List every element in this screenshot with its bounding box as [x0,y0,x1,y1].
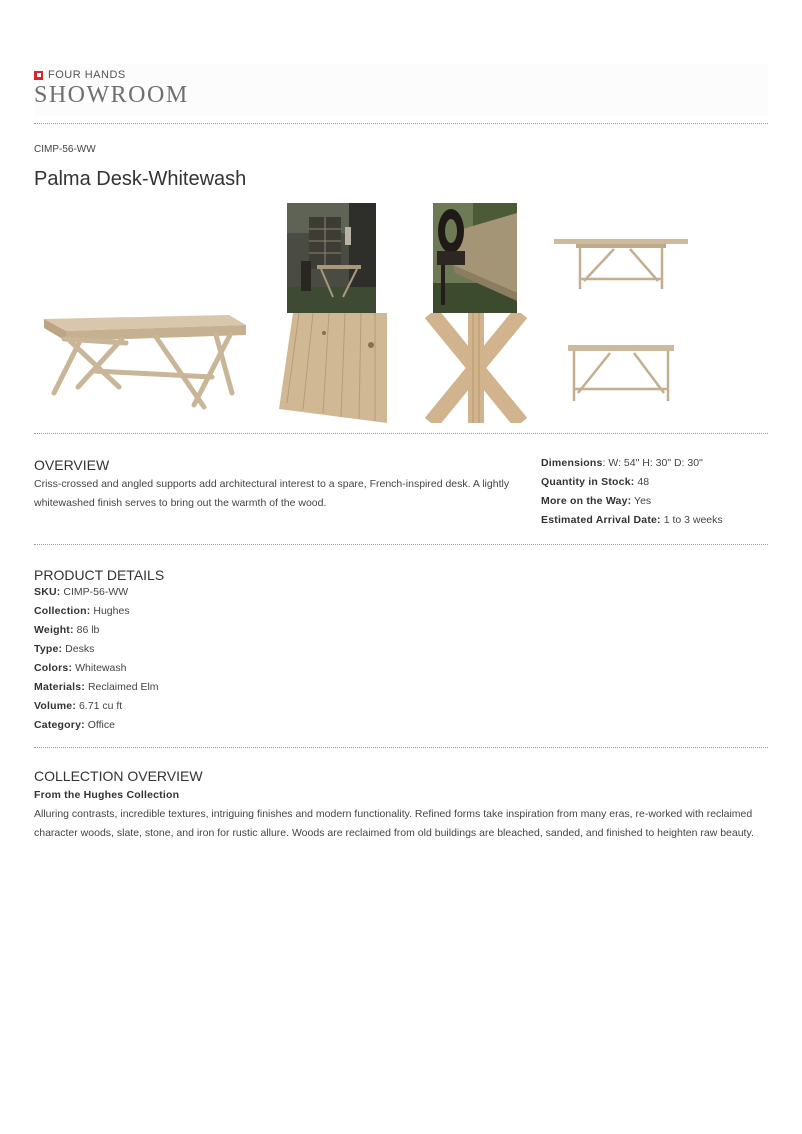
detail-label: Category: [34,719,85,731]
detail-value: CIMP-56-WW [63,586,129,598]
desk-leg-detail-photo [421,313,531,423]
stock-value: 48 [637,476,650,488]
detail-label: SKU: [34,586,61,598]
product-gallery [34,203,768,429]
detail-label: Weight: [34,624,74,636]
overview-heading: OVERVIEW [34,457,110,473]
detail-value: Desks [65,643,95,655]
product-sheet [34,64,768,843]
stock-row [541,511,723,530]
detail-label: Collection: [34,605,91,617]
desk-small-photo [564,339,678,407]
overview-description: Criss-crossed and angled supports add architectural interest to a spare, French-inspired desk. A lightly whitewashed finish serves to bring out the warmth of the wood. [34,478,510,509]
stock-row [541,473,723,492]
detail-value: Hughes [93,605,130,617]
desk-in-room-photo [287,203,376,313]
desk-with-chair-photo [433,203,517,313]
detail-row [34,621,768,640]
detail-value: Reclaimed Elm [87,681,159,693]
detail-value: 86 lb [76,624,100,636]
stock-row [541,492,723,511]
desk-front-photo [554,231,688,297]
detail-value: Office [87,719,115,731]
stock-value: Yes [634,495,652,507]
stock-separator: : [602,457,609,469]
detail-label: Volume: [34,700,77,712]
detail-row [34,697,768,716]
detail-label: Type: [34,643,63,655]
stock-info [541,454,723,530]
stock-label: Dimensions [541,457,603,469]
collection-section [34,748,768,843]
collection-description: Alluring contrasts, incredible textures, intriguing finishes and modern functionality. Refined forms take inspiration from many eras, re-worked with reclaimed character woods, slate, stone, and iron for rustic allure. Woods are reclaimed from old buildings are bleached, sanded, and finished to heighten raw beauty. [34,808,754,839]
detail-label: Colors: [34,662,73,674]
detail-row [34,602,768,621]
stock-label: More on the Way: [541,495,632,507]
header [34,64,768,116]
divider [34,123,768,124]
details-heading: PRODUCT DETAILS [34,567,165,583]
product-sku: CIMP-56-WW [34,144,96,155]
brand-name: FOUR HANDS [48,69,126,81]
detail-row [34,678,768,697]
overview-section [34,434,768,544]
detail-value: 6.71 cu ft [78,700,123,712]
brand-mark-icon [34,71,43,80]
desk-wood-detail-photo [279,313,387,423]
product-title: Palma Desk-Whitewash [34,168,247,190]
stock-value: W: 54" H: 30" D: 30" [608,457,703,469]
details-list [34,583,768,735]
brand-showroom: SHOWROOM [34,82,189,108]
detail-label: Materials: [34,681,86,693]
detail-value: Whitewash [75,662,127,674]
stock-value: 1 to 3 weeks [663,514,723,526]
product-details-section [34,545,768,747]
stock-label: Estimated Arrival Date: [541,514,661,526]
overview-main [34,454,522,530]
detail-row [34,659,768,678]
detail-row [34,583,768,602]
detail-row [34,716,768,735]
detail-row [34,640,768,659]
desk-main-photo [34,255,258,415]
stock-label: Quantity in Stock: [541,476,635,488]
collection-subheading: From the Hughes Collection [34,789,180,801]
stock-row [541,454,723,473]
collection-heading: COLLECTION OVERVIEW [34,768,203,784]
brand-logo [34,64,768,81]
